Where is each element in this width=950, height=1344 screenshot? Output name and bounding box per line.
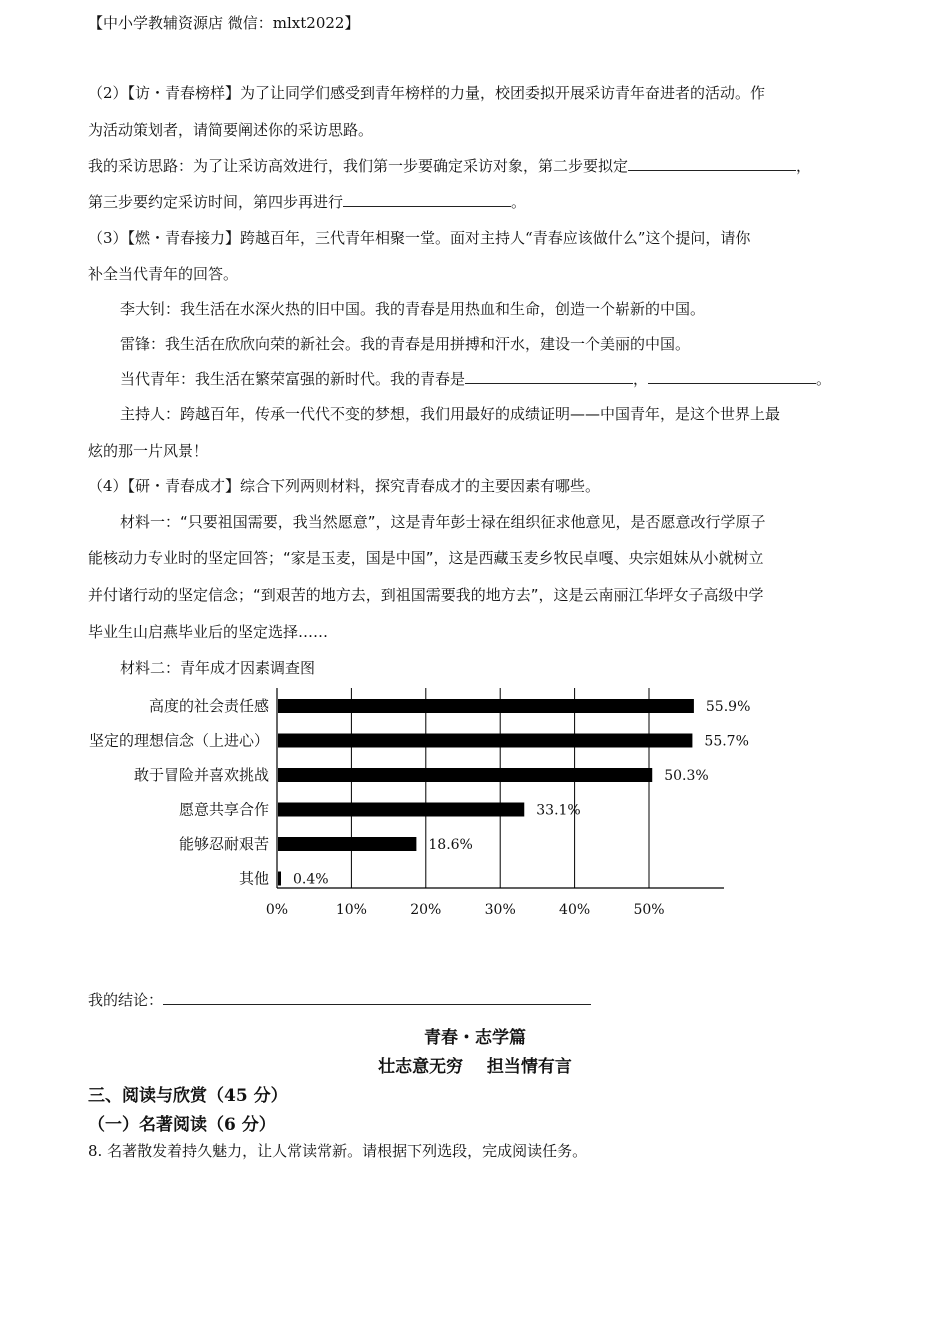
category-label: 能够忍耐艰苦 [178,835,269,853]
bar [278,768,652,782]
bar [278,837,416,851]
bar [278,872,281,886]
q3-li-dazhao: 李大钊：我生活在水深火热的旧中国。我的青春是用热血和生命，创造一个崭新的中国。 [120,300,706,318]
data-label: 55.9% [705,699,751,715]
answer-blank-youth2[interactable] [648,369,816,384]
data-label: 0.4% [293,871,329,888]
q3-line1: （3）【燃・青春接力】跨越百年，三代青年相聚一堂。面对主持人“青春应该做什么”这个提问，请你 [88,229,751,247]
survey-bar-chart [0,680,950,930]
conclusion-label: 我的结论： [88,991,164,1009]
q4-line1: （4）【研・青春成才】综合下列两则材料，探究青春成才的主要因素有哪些。 [88,477,601,495]
q3-lei-feng: 雷锋：我生活在欣欣向荣的新社会。我的青春是用拼搏和汗水，建设一个美丽的中国。 [120,335,691,353]
x-tick-label: 50% [633,902,665,918]
q8-prompt: 8. 名著散发着持久魅力，让人常读常新。请根据下列选段，完成阅读任务。 [88,1142,588,1160]
q3-host1: 主持人：跨越百年，传承一代代不变的梦想，我们用最好的成绩证明——中国青年，是这个世界上最 [120,405,781,423]
category-label: 高度的社会责任感 [148,697,269,715]
answer-blank-youth1[interactable] [465,369,633,384]
q2-line3 [88,155,811,176]
section-title: 青春・志学篇 [424,1028,526,1048]
bar [278,699,694,713]
data-label: 18.6% [428,837,473,853]
q2-line1: （2）【访・青春榜样】为了让同学们感受到青年榜样的力量，校团委拟开展采访青年奋进者的活动。作 [88,84,766,102]
data-label: 33.1% [536,802,581,819]
q2-line2: 为活动策划者，请简要阐述你的采访思路。 [88,121,374,139]
header-text: 【中小学教辅资源店 微信：mlxt2022】 [88,14,360,32]
reading-heading: （一）名著阅读（6 分） [88,1115,276,1135]
bar [278,803,524,817]
x-tick-label: 20% [410,902,442,918]
q3-dangdai [120,368,831,389]
part3-heading: 三、阅读与欣赏（45 分） [88,1086,288,1106]
data-label: 50.3% [664,768,709,784]
x-tick-label: 40% [559,902,591,918]
answer-blank-step2[interactable] [628,156,796,171]
category-label: 敢于冒险并喜欢挑战 [133,766,269,784]
bar [278,734,692,748]
category-label: 坚定的理想信念（上进心） [88,731,269,750]
answer-blank-conclusion[interactable] [163,990,591,1005]
q3-line2: 补全当代青年的回答。 [88,265,239,283]
x-tick-label: 0% [265,902,289,918]
category-label: 愿意共享合作 [178,800,269,819]
x-tick-label: 30% [484,902,516,918]
q3-dangdai-prefix: 当代青年：我生活在繁荣富强的新时代。我的青春是 [120,370,466,388]
q2-line4-prefix: 第三步要约定采访时间，第四步再进行 [88,193,344,211]
q3-host2: 炫的那一片风景！ [88,442,209,460]
material1-line4: 毕业生山启燕毕业后的坚定选择…… [88,623,329,641]
conclusion-line [88,989,591,1010]
material1-line1: 材料一：“只要祖国需要，我当然愿意”，这是青年彭士禄在组织征求他意见，是否愿意改行学原子 [120,513,766,531]
q2-line4-suffix: 。 [511,193,527,211]
section-subtitle: 壮志意无穷 担当情有言 [378,1057,572,1077]
x-tick-label: 10% [335,902,367,918]
category-label: 其他 [238,869,269,888]
answer-blank-step4[interactable] [343,192,511,207]
q3-dangdai-suffix: 。 [816,370,832,388]
q2-line4 [88,191,526,212]
material1-line2: 能核动力专业时的坚定回答；“家是玉麦，国是中国”，这是西藏玉麦乡牧民卓嘎、央宗姐妹从小就树立 [88,549,764,567]
q2-line3-suffix: ， [796,157,812,175]
q3-dangdai-mid: ， [633,370,649,388]
q2-line3-prefix: 我的采访思路：为了让采访高效进行，我们第一步要确定采访对象，第二步要拟定 [88,157,629,175]
material1-line3: 并付诸行动的坚定信念；“到艰苦的地方去，到祖国需要我的地方去”，这是云南丽江华坪女子高级中学 [88,586,764,604]
data-label: 55.7% [704,733,749,750]
material2-caption: 材料二：青年成才因素调查图 [120,659,316,677]
